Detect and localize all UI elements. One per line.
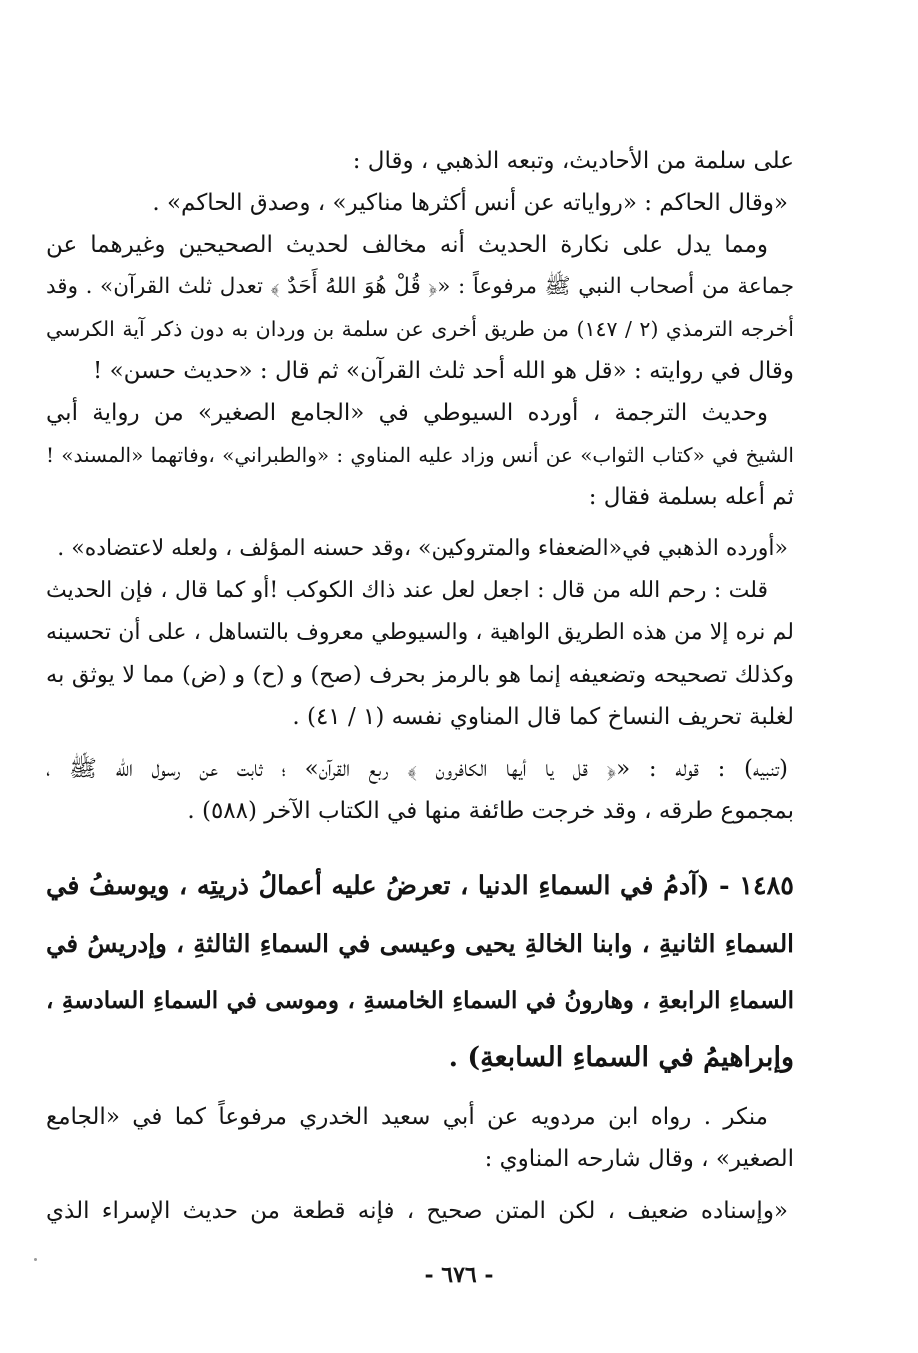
- hadith-line: السماءِ الثانيةِ ، وابنا الخالةِ يحيى وعيسى في السماءِ الثالثةِ ، وإدريسُ في: [46, 929, 794, 958]
- note-line: (تنبيه) : قوله : «﴿ قل يا أيها الكافرون ﴾ ربع القرآن» ؛ ثابت عن رسول الله ﷺ ،: [46, 756, 788, 782]
- spacer: [46, 1086, 794, 1096]
- scan-speck: [34, 1258, 37, 1261]
- paragraph-first-line: قلت : رحم الله من قال : اجعل لعل عند ذاك الكوكب !أو كما قال ، فإن الحديث: [46, 578, 768, 603]
- spacer: [46, 738, 794, 748]
- hadith-line: السماءِ الرابعةِ ، وهارونُ في السماءِ الخامسةِ ، وموسى في السماءِ السادسةِ ،: [46, 987, 794, 1014]
- text-line: وقال في روايته : «قل هو الله أحد ثلث القرآن» ثم قال : «حديث حسن» !: [93, 358, 794, 384]
- text-line: لم نره إلا من هذه الطريق الواهية ، والسيوطي معروف بالتساهل ، على أن تحسينه: [46, 620, 794, 645]
- quote-line: «أورده الذهبي في«الضعفاء والمتروكين» ،وقد حسنه المؤلف ، ولعله لاعتضاده» .: [57, 536, 788, 561]
- text-line: أخرجه الترمذي (٢ / ١٤٧) من طريق أخرى عن سلمة بن وردان به دون ذكر آية الكرسي: [46, 317, 794, 341]
- hadith-line: وإبراهيمُ في السماءِ السابعةِ) .: [448, 1042, 794, 1073]
- quote-line: «وقال الحاكم : «رواياته عن أنس أكثرها مناكير» ، وصدق الحاكم» .: [152, 190, 788, 216]
- note-line: بمجموع طرقه ، وقد خرجت طائفة منها في الكتاب الآخر (٥٨٨) .: [187, 798, 794, 824]
- commentary-line: منكر . رواه ابن مردويه عن أبي سعيد الخدري مرفوعاً كما في «الجامع: [46, 1104, 768, 1130]
- spacer: [46, 832, 794, 858]
- spacer: [46, 518, 794, 528]
- paragraph-first-line: ومما يدل على نكارة الحديث أنه مخالف لحديث الصحيحين وغيرهما عن: [46, 232, 768, 258]
- spacer: [46, 1180, 794, 1190]
- paragraph-first-line: وحديث الترجمة ، أورده السيوطي في «الجامع الصغير» من رواية أبي: [46, 400, 768, 426]
- page-body: [46, 140, 794, 1232]
- hadith-entry: [46, 858, 794, 1086]
- page-number: - ٦٧٦ -: [424, 1262, 494, 1288]
- text-line: ثم أعله بسلمة فقال :: [588, 484, 794, 510]
- text-line: الشيخ في «كتاب الثواب» عن أنس وزاد عليه المناوي : «والطبراني» ،وفاتهما «المسند» !: [46, 443, 794, 467]
- quote-line: «وإسناده ضعيف ، لكن المتن صحيح ، فإنه قطعة من حديث الإسراء الذي: [46, 1198, 788, 1224]
- text-line: لغلبة تحريف النساخ كما قال المناوي نفسه (١ / ٤١) .: [292, 704, 794, 730]
- text-line: جماعة من أصحاب النبي ﷺ مرفوعاً : «﴿ قُلْ هُوَ اللهُ أَحَدٌ ﴾ تعدل ثلث القرآن» . وقد: [46, 274, 794, 299]
- hadith-line: ١٤٨٥ - (آدمُ في السماءِ الدنيا ، تعرضُ عليه أعمالُ ذريتِه ، ويوسفُ في: [46, 871, 794, 901]
- text-line: وكذلك تصحيحه وتضعيفه إنما هو بالرمز بحرف (صح) و (ح) و (ض) مما لا يوثق به: [46, 662, 794, 688]
- text-line: على سلمة من الأحاديث، وتبعه الذهبي ، وقال :: [352, 148, 794, 174]
- commentary-line: الصغير» ، وقال شارحه المناوي :: [484, 1146, 794, 1172]
